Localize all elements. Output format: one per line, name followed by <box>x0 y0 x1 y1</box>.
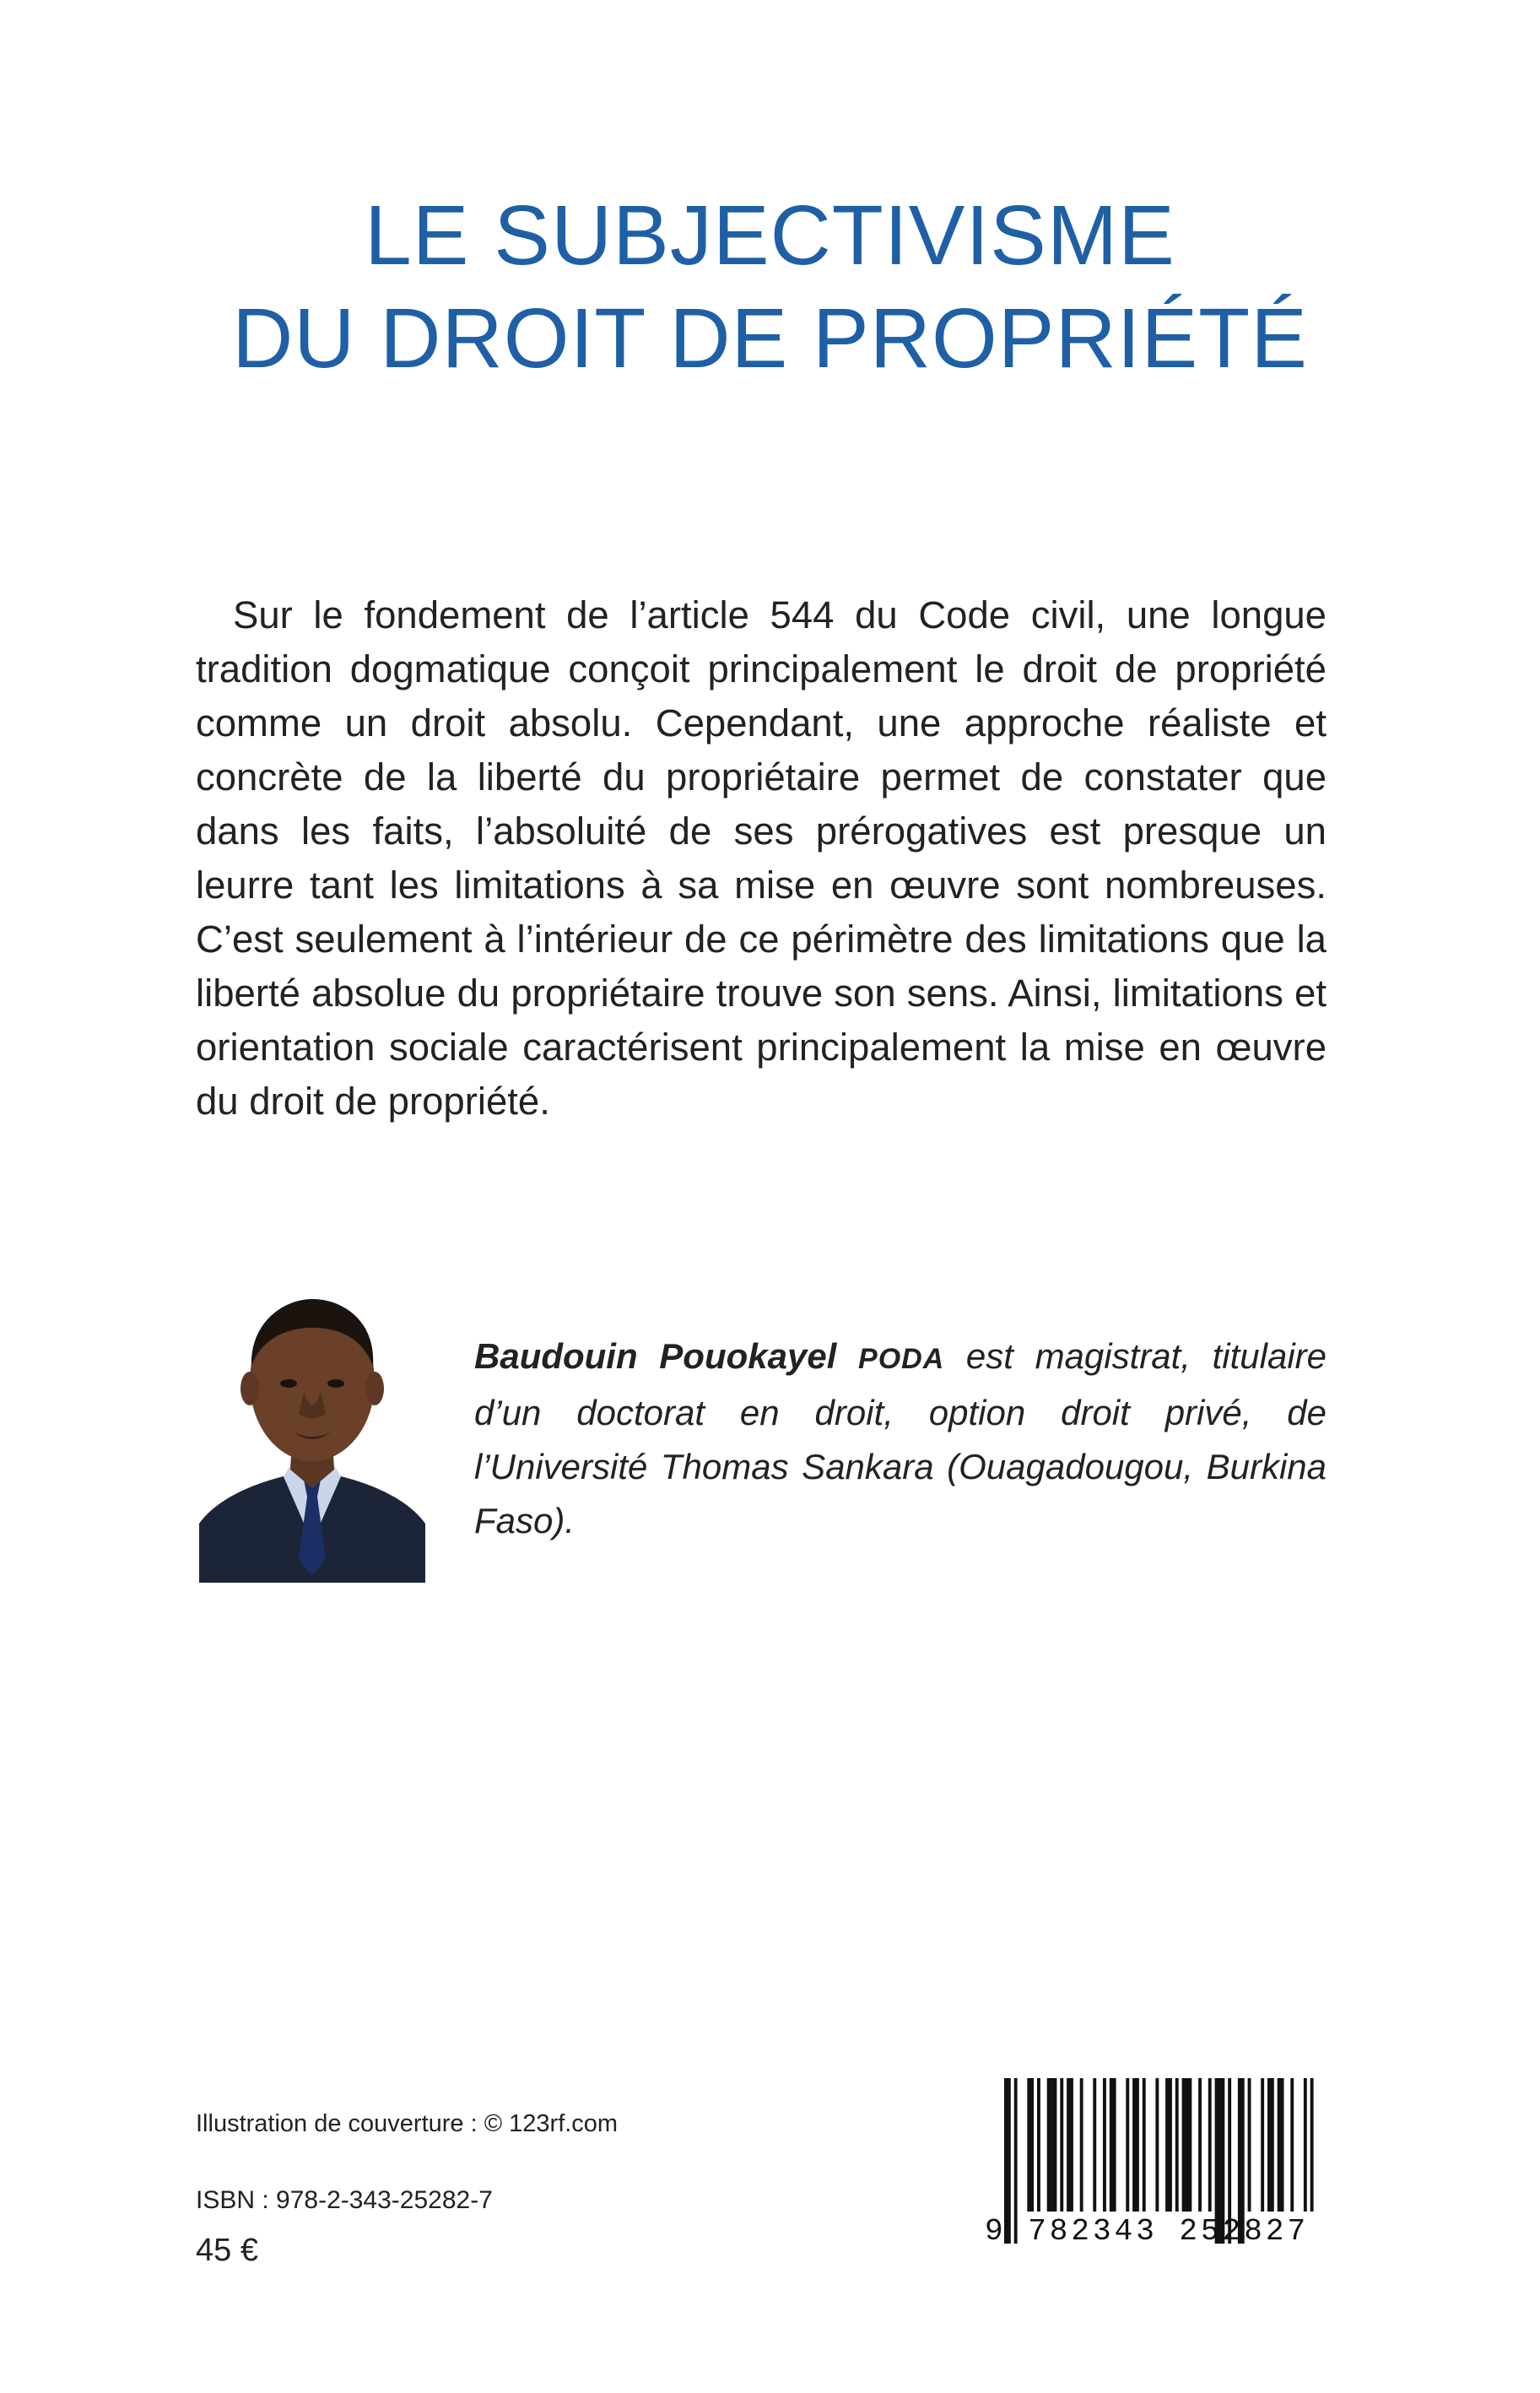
author-bio-text: est magistrat, titulaire d’un doctorat en droit, option droit privé, de l’Université Thomas Sankara (Ouagadougou, Burkina Faso). <box>474 1336 1327 1540</box>
barcode-bar <box>1267 2078 1274 2212</box>
author-photo <box>199 1289 425 1583</box>
barcode-bar <box>1143 2078 1146 2212</box>
author-surname: PODA <box>858 1343 945 1375</box>
barcode-bar <box>1110 2078 1116 2212</box>
author-name: Baudouin Pouokayel <box>474 1336 859 1376</box>
barcode-bar <box>1027 2078 1034 2212</box>
price: 45 € <box>196 2233 258 2268</box>
barcode-bar <box>1080 2078 1083 2212</box>
barcode-bar <box>1155 2078 1159 2212</box>
barcode-bar <box>1304 2078 1307 2212</box>
barcode-bar <box>1278 2078 1284 2212</box>
book-title-line-1: LE SUBJECTIVISME <box>365 188 1175 283</box>
barcode-bar <box>1103 2078 1106 2212</box>
barcode-bar <box>1310 2078 1314 2212</box>
barcode-bar <box>1175 2078 1179 2212</box>
barcode-bar <box>1132 2078 1139 2212</box>
barcode-bar <box>1093 2078 1096 2212</box>
barcode-bar <box>1067 2078 1073 2212</box>
barcode-digits: 9 782343 252827 <box>985 2214 1310 2249</box>
barcode-bar <box>1060 2078 1063 2212</box>
barcode-bar <box>1261 2078 1264 2212</box>
barcode-bar <box>1037 2078 1040 2212</box>
barcode-bar <box>1208 2078 1212 2212</box>
barcode-bar <box>1165 2078 1172 2212</box>
book-summary: Sur le fondement de l’article 544 du Code civil, une longue tradition dogmatique conçoit principalement le droit de propriété comme un droit absolu. Cependant, une approche réaliste et concrète de la liberté du propriétaire permet de constater que dans les faits, l’absoluité de ses prérogatives est presque un leurre tant les limitations à sa mise en œuvre sont nombreuses. C’est seulement à l’intérieur de ce périmètre des limitations que la liberté absolue du propriétaire trouve son sens. Ainsi, limitations et orientation sociale caractérisent principalement la mise en œuvre du droit de propriété. <box>196 593 1327 1123</box>
barcode-bar <box>1198 2078 1202 2212</box>
isbn: ISBN : 978-2-343-25282-7 <box>196 2186 493 2214</box>
book-title <box>0 184 1540 390</box>
author-bio <box>474 1329 1327 1548</box>
book-title-line-2: DU DROIT DE PROPRIÉTÉ <box>232 291 1308 386</box>
barcode-bar <box>1182 2078 1192 2212</box>
barcode-bar <box>1290 2078 1294 2212</box>
illustration-credit: Illustration de couverture : © 123rf.com <box>196 2110 619 2137</box>
barcode-bar <box>1047 2078 1057 2212</box>
barcode-bar <box>1126 2078 1129 2212</box>
barcode-bar <box>1248 2078 1251 2212</box>
